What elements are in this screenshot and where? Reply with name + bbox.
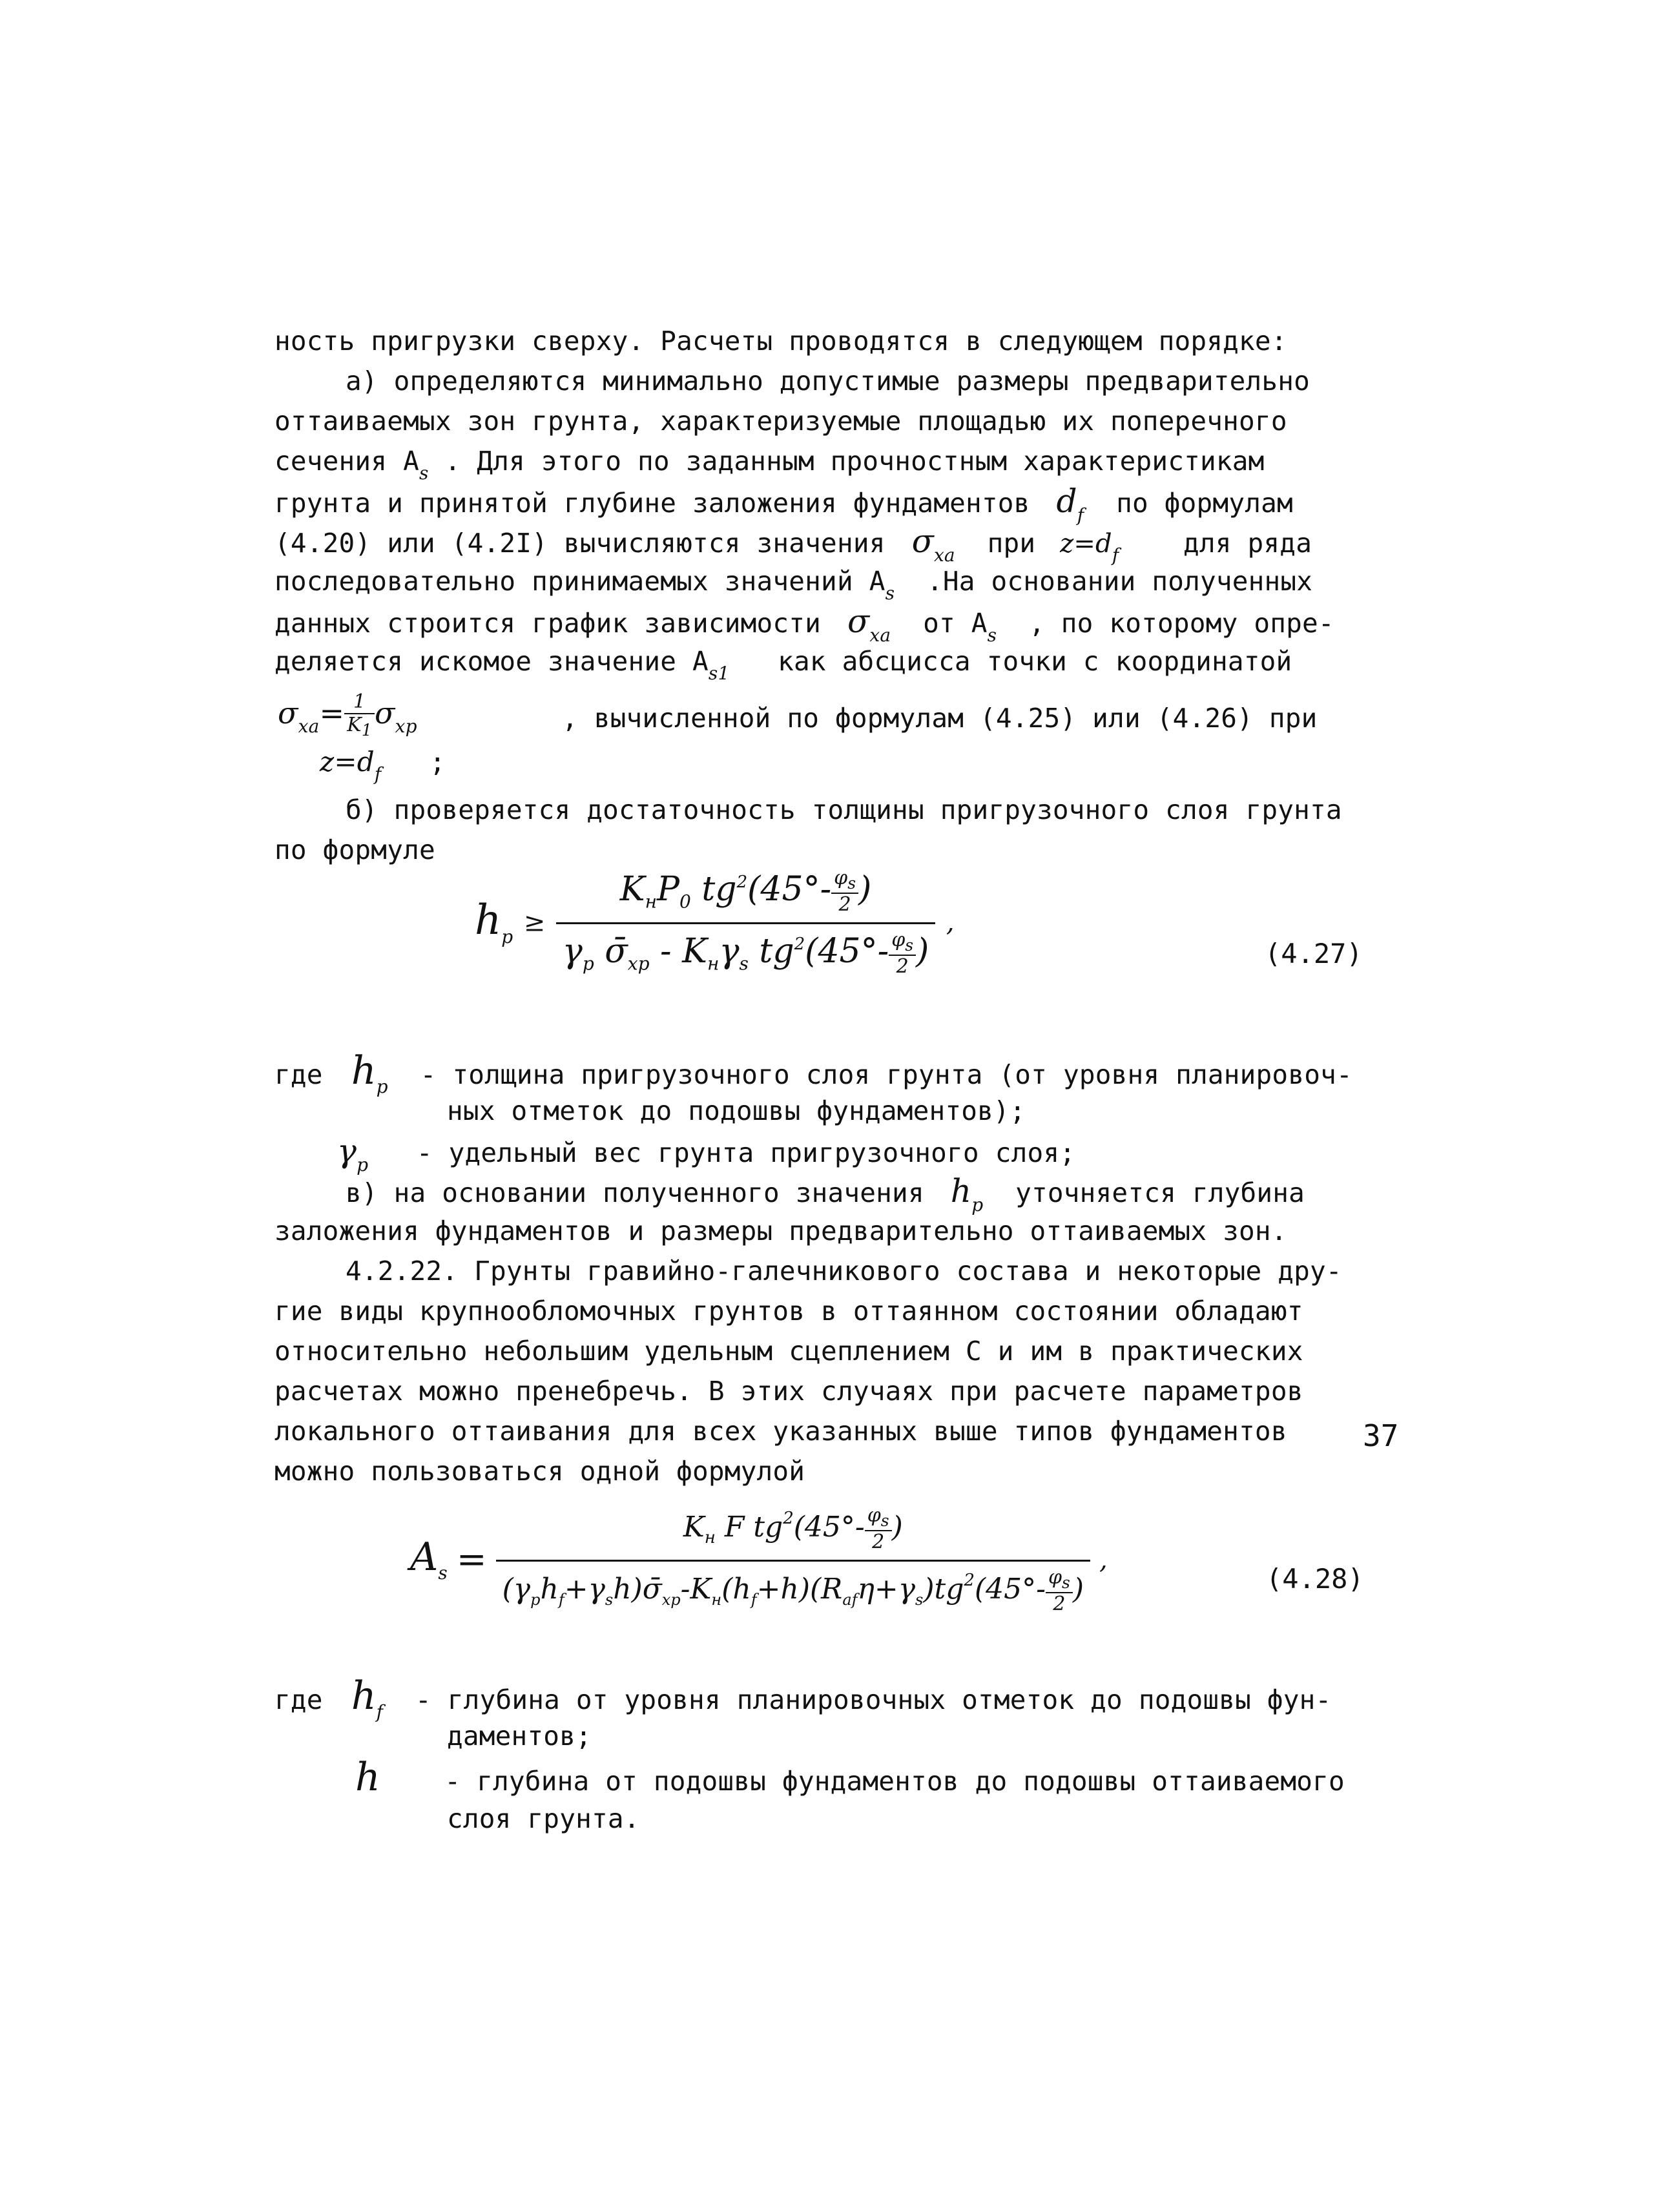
text: - глубина от подошвы фундаментов до подошвы оттаиваемого bbox=[444, 1766, 1345, 1797]
subscript: p bbox=[971, 1194, 984, 1215]
text-line bbox=[274, 831, 435, 869]
text: (4.20) или (4.2I) вычисляются значения bbox=[274, 528, 886, 559]
symbol-gamma: γ bbox=[337, 1132, 357, 1170]
symbol-z-eq-d: z=d bbox=[1051, 529, 1112, 559]
text-line bbox=[274, 1332, 1303, 1370]
text: слоя грунта. bbox=[447, 1803, 640, 1834]
denominator: $(\gamma_ph_f+\gamma_sh)\sigmā_{xp}-K_н(h_f+h)(R_{af}\eta+\gamma_s)tg^2(45^\circ-$ $\frac{\varphi_s}{2}$ ) bbox=[496, 1560, 1090, 1614]
text: , по которому опре- bbox=[1028, 608, 1334, 639]
text: можно пользоваться одной формулой bbox=[274, 1456, 805, 1487]
text: ных отметок до подошвы фундаментов); bbox=[447, 1095, 1026, 1126]
text: 4.2.22. Грунты гравийно-галечникового состава и некоторые дру- bbox=[346, 1256, 1342, 1287]
definition-line bbox=[447, 1799, 640, 1838]
text: от A bbox=[923, 608, 988, 639]
text: где bbox=[274, 1059, 323, 1090]
denominator: $\gamma_p$ $\sigmā_{xp} - K_н\gamma_s$ $tg^2(45^\circ-$ $\frac{\varphi_s}{2}$ ) bbox=[556, 922, 936, 977]
definition-line bbox=[447, 1091, 1026, 1130]
subscript: xa bbox=[869, 625, 891, 646]
formula-fraction bbox=[556, 869, 936, 977]
text: - удельный вес грунта пригрузочного слоя; bbox=[416, 1137, 1076, 1168]
text-line bbox=[274, 1372, 1303, 1411]
text: в) на основании полученного значения bbox=[346, 1177, 924, 1208]
text-line bbox=[274, 1212, 1287, 1250]
formula-relation: = bbox=[456, 1538, 487, 1581]
comma: , bbox=[1099, 1545, 1108, 1575]
equation-number: (4.27) bbox=[1265, 938, 1363, 969]
text-line bbox=[274, 322, 1287, 360]
text: при bbox=[987, 528, 1036, 559]
text-line bbox=[278, 692, 417, 746]
equation-number: (4.28) bbox=[1266, 1563, 1364, 1595]
subscript: f bbox=[374, 763, 382, 785]
text-line bbox=[274, 1412, 1287, 1451]
text-line bbox=[346, 362, 1310, 400]
text-line bbox=[320, 743, 446, 794]
subscript: p bbox=[376, 1076, 388, 1097]
text-line bbox=[274, 1292, 1303, 1330]
text: гие виды крупнообломочных грунтов в оттаянном состоянии обладают bbox=[274, 1296, 1303, 1327]
formula-fraction bbox=[496, 1506, 1090, 1614]
formula-z-eq-df: z=d bbox=[320, 746, 375, 778]
text: для ряда bbox=[1183, 528, 1312, 559]
text: оттаиваемых зон грунта, характеризуемые площадью их поперечного bbox=[274, 406, 1287, 437]
subscript: f bbox=[1112, 544, 1119, 566]
symbol-h: h bbox=[355, 1755, 380, 1800]
text-line bbox=[346, 1252, 1342, 1290]
formula-lhs: $A_s$ bbox=[410, 1535, 448, 1584]
comma: , bbox=[946, 907, 955, 938]
text-line bbox=[274, 1452, 805, 1491]
subscript: s bbox=[987, 625, 997, 646]
symbol-h: h bbox=[940, 1172, 972, 1210]
fraction-1-k1: $\frac{1}{K_1}$ bbox=[344, 692, 375, 738]
text-line bbox=[346, 791, 1342, 829]
text: относительно небольшим удельным сцеплением C и им в практических bbox=[274, 1336, 1303, 1367]
subscript: s1 bbox=[708, 663, 730, 684]
text: - толщина пригрузочного слоя грунта (от уровня планировоч- bbox=[420, 1059, 1352, 1090]
text: , вычисленной по формулам (4.25) или (4.26) при bbox=[562, 703, 1318, 734]
symbol-h: h bbox=[351, 1048, 377, 1093]
text: как абсцисса точки с координатой bbox=[778, 646, 1292, 677]
text: ность пригрузки сверху. Расчеты проводятся в следующем порядке: bbox=[274, 326, 1287, 357]
subscript: xa bbox=[933, 544, 955, 566]
text: где bbox=[274, 1684, 323, 1715]
formula-relation: ≥ bbox=[523, 907, 546, 938]
subscript: p bbox=[357, 1154, 369, 1175]
text: сечения A bbox=[274, 446, 419, 477]
text: даментов; bbox=[447, 1721, 592, 1752]
text-line bbox=[562, 699, 1318, 738]
symbol-sigma: σ bbox=[901, 522, 934, 560]
text: последовательно принимаемых значений A bbox=[274, 566, 886, 597]
text: деляется искомое значение A bbox=[274, 646, 709, 677]
subscript: f bbox=[1077, 504, 1084, 526]
page-number: 37 bbox=[1363, 1418, 1399, 1453]
text: по формулам bbox=[1116, 488, 1293, 519]
text-line bbox=[274, 642, 1292, 693]
symbol-h: h bbox=[351, 1673, 377, 1719]
text: а) определяются минимально допустимые размеры предварительно bbox=[346, 366, 1310, 397]
text: - глубина от уровня планировочных отметок до подошвы фун- bbox=[415, 1684, 1332, 1715]
numerator: $K_нP_0$ $tg^2(45^\circ-$ $\frac{\varphi_s}{2}$ ) bbox=[619, 867, 872, 916]
definition-line bbox=[447, 1717, 592, 1755]
text: грунта и принятой глубине заложения фундаментов bbox=[274, 488, 1030, 519]
text-line bbox=[274, 402, 1287, 440]
definition-line bbox=[355, 1755, 1345, 1801]
text: .На основании полученных bbox=[926, 566, 1313, 597]
text: б) проверяется достаточность толщины пригрузочного слоя грунта bbox=[346, 794, 1342, 825]
formula-4-27 bbox=[475, 869, 955, 977]
text: данных строится график зависимости bbox=[274, 608, 822, 639]
numerator: $K_н$ F $tg^2(45^\circ-$ $\frac{\varphi_s}{2}$ ) bbox=[683, 1504, 903, 1553]
text: расчетах можно пренебречь. В этих случаях при расчете параметров bbox=[274, 1376, 1303, 1407]
formula-sigma-xa: $\sigma_{xa}=$ $\frac{1}{K_1}$ $\sigma_{xp}$ bbox=[278, 690, 417, 739]
text: по формуле bbox=[274, 834, 435, 865]
formula-lhs: $h_p$ bbox=[475, 896, 513, 947]
formula-4-28 bbox=[410, 1506, 1108, 1614]
text: уточняется глубина bbox=[1015, 1177, 1305, 1208]
symbol-d: d bbox=[1046, 482, 1077, 520]
text: . Для этого по заданным прочностным характеристикам bbox=[444, 446, 1265, 477]
subscript: s bbox=[885, 583, 895, 604]
definition-line bbox=[274, 1673, 1332, 1731]
subscript: s bbox=[419, 462, 429, 484]
text: ; bbox=[430, 747, 446, 778]
text: локального оттаивания для всех указанных выше типов фундаментов bbox=[274, 1416, 1287, 1447]
symbol-sigma: σ bbox=[836, 603, 870, 640]
subscript: f bbox=[376, 1701, 384, 1722]
text: заложения фундаментов и размеры предварительно оттаиваемых зон. bbox=[274, 1215, 1287, 1246]
